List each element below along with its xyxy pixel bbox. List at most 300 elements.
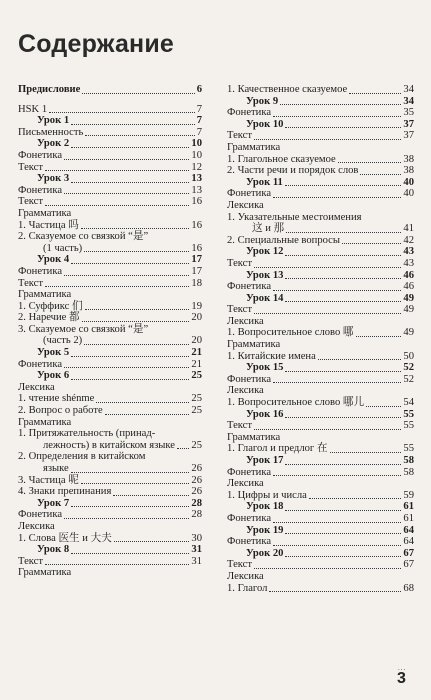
toc-entry-page: 18 [191, 277, 202, 289]
toc-entry-page: 13 [191, 184, 202, 196]
dot-leader [366, 406, 401, 407]
toc-entry-title: Урок 10 [246, 118, 284, 130]
dot-leader [356, 336, 402, 337]
toc-entry-title: (часть 2) [43, 335, 83, 347]
toc-entry-title: Урок 19 [246, 524, 284, 536]
toc-entry [227, 281, 414, 293]
toc-entry [227, 316, 414, 328]
toc-right-column [227, 84, 414, 594]
toc-entry-title: Лексика [18, 520, 55, 532]
toc-entry-title: Фонетика [227, 188, 272, 200]
dot-leader [342, 243, 401, 244]
toc-entry-title: Фонетика [227, 536, 272, 548]
toc-entry [227, 130, 414, 142]
toc-entry-page: 50 [403, 350, 414, 362]
toc-entry [227, 490, 414, 502]
toc-entry [227, 513, 414, 525]
dot-leader [96, 402, 189, 403]
toc-entry-title: языке [43, 463, 69, 474]
toc-entry-page: 40 [403, 188, 414, 200]
toc-entry-page: 49 [403, 327, 414, 339]
dot-leader [71, 147, 189, 148]
toc-entry-title: 1. Глагольное сказуемое [227, 153, 336, 165]
toc-entry-title: 1. Китайские имена [227, 350, 316, 362]
toc-entry [227, 571, 414, 583]
toc-entry-title: 1. Слова 医生 и 大夫 [18, 532, 112, 544]
dot-leader [45, 564, 189, 565]
toc-entry [18, 301, 202, 313]
dot-leader [64, 159, 189, 160]
toc-entry-title: 2. Определения в китайском [18, 451, 146, 463]
toc-entry [227, 154, 414, 166]
page-number-dots: ... [398, 664, 407, 672]
dot-leader [81, 483, 190, 484]
toc-entry-title: Лексика [227, 199, 264, 211]
toc-entry-page: 46 [403, 281, 414, 293]
toc-entry [227, 177, 414, 189]
toc-entry-page: 26 [191, 474, 202, 486]
toc-entry-page: 26 [191, 463, 202, 474]
toc-entry [18, 417, 202, 429]
toc-entry [227, 235, 414, 247]
toc-entry-page: 16 [191, 219, 202, 231]
toc-entry-title: Фонетика [18, 509, 63, 521]
toc-entry [18, 138, 202, 150]
dot-leader [71, 356, 189, 357]
toc-entry [227, 258, 414, 270]
dot-leader [82, 321, 190, 322]
toc-entry [227, 188, 414, 200]
toc-entry [18, 127, 202, 139]
toc-entry-page: 67 [403, 547, 414, 559]
dot-leader [64, 193, 189, 194]
toc-entry-title: 2. Наречие 都 [18, 312, 80, 324]
toc-entry [227, 501, 414, 513]
toc-entry-title: Урок 4 [37, 254, 70, 266]
dot-leader [84, 344, 189, 345]
dot-leader [330, 452, 402, 453]
toc-entry [227, 351, 414, 363]
toc-entry [227, 525, 414, 537]
toc-entry-page: 64 [403, 536, 414, 548]
toc-entry [227, 385, 414, 397]
toc-entry-page: 35 [403, 107, 414, 119]
toc-entry-page: 17 [191, 254, 202, 266]
toc-entry [227, 327, 414, 339]
toc-entry-page: 58 [403, 455, 414, 466]
toc-entry [227, 107, 414, 119]
dot-leader [71, 124, 195, 125]
toc-entry-title: (1 часть) [43, 242, 83, 254]
toc-entry [18, 463, 202, 475]
toc-entry [227, 200, 414, 212]
toc-entry-title: 1. Суффикс 们 [18, 300, 83, 312]
toc-entry-title: Текст [227, 559, 252, 571]
toc-entry-page: 52 [403, 373, 414, 385]
dot-leader [285, 417, 401, 418]
toc-entry [227, 536, 414, 548]
toc-entry [18, 312, 202, 324]
toc-entry-page: 61 [403, 501, 414, 513]
toc-entry-page: 52 [403, 362, 414, 374]
dot-leader [285, 533, 401, 534]
toc-entry [227, 246, 414, 258]
toc-entry-title: 1. Притяжательность (принад- [18, 428, 156, 440]
dot-leader [285, 301, 401, 302]
toc-entry-page: 20 [191, 312, 202, 324]
dot-leader [71, 263, 189, 264]
dot-leader [49, 112, 195, 113]
toc-entry-title: Лексика [227, 315, 264, 327]
toc-left-column [18, 84, 202, 579]
dot-leader [360, 174, 401, 175]
toc-entry-page: 58 [403, 466, 414, 478]
toc-entry-title: 4. Знаки препинания [18, 486, 112, 498]
toc-entry-page: 17 [191, 265, 202, 277]
toc-entry-page: 64 [403, 524, 414, 536]
page-title: Содержание [18, 30, 175, 58]
dot-leader [45, 286, 189, 287]
dot-leader [254, 313, 401, 314]
toc-entry-title: Урок 6 [37, 370, 70, 382]
toc-entry-page: 31 [191, 555, 202, 567]
toc-entry [18, 347, 202, 359]
toc-entry-title: Урок 11 [246, 176, 283, 188]
toc-entry-title: Грамматика [18, 207, 72, 219]
toc-entry-page: 10 [191, 149, 202, 161]
toc-entry-page: 12 [191, 161, 202, 173]
toc-entry-title: 1. Цифры и числа [227, 489, 307, 501]
toc-entry [18, 475, 202, 487]
dot-leader [285, 556, 401, 557]
dot-leader [71, 472, 190, 473]
toc-entry-page: 7 [196, 103, 202, 115]
toc-entry-title: Фонетика [227, 281, 272, 293]
toc-entry [18, 567, 202, 579]
toc-entry-title: Урок 17 [246, 455, 284, 466]
toc-entry-title: Фонетика [227, 466, 272, 478]
toc-entry-title: Текст [227, 420, 252, 432]
toc-entry [18, 498, 202, 510]
toc-entry [18, 104, 202, 116]
toc-entry [18, 208, 202, 220]
dot-leader [254, 568, 401, 569]
dot-leader [71, 182, 189, 183]
toc-entry-title: 1. Частица 吗 [18, 219, 79, 231]
dot-leader [71, 553, 189, 554]
toc-entry [18, 324, 202, 336]
toc-entry-title: Урок 18 [246, 501, 284, 513]
toc-entry [227, 212, 414, 224]
toc-entry-page: 37 [403, 130, 414, 142]
toc-entry-title: Текст [227, 304, 252, 316]
dot-leader [338, 162, 402, 163]
toc-entry-title: Грамматика [227, 339, 281, 351]
toc-entry-page: 49 [403, 292, 414, 304]
toc-entry-page: 7 [196, 126, 202, 138]
toc-entry [227, 420, 414, 432]
dot-leader [177, 448, 189, 449]
toc-entry [18, 254, 202, 266]
toc-entry [18, 521, 202, 533]
toc-entry-page: 34 [403, 95, 414, 107]
toc-entry [18, 428, 202, 440]
toc-entry-page: 41 [403, 223, 414, 235]
toc-entry [18, 486, 202, 498]
toc-entry [18, 556, 202, 568]
toc-entry-page: 31 [191, 544, 202, 556]
toc-entry-title: Урок 13 [246, 269, 284, 281]
dot-leader [273, 116, 401, 117]
toc-entry-title: Лексика [18, 381, 55, 393]
toc-entry-title: Урок 7 [37, 497, 70, 509]
toc-entry-title: Урок 3 [37, 173, 70, 185]
toc-entry-page: 21 [191, 347, 202, 359]
dot-leader [273, 545, 401, 546]
dot-leader [273, 382, 401, 383]
toc-entry [227, 467, 414, 479]
toc-entry-title: Лексика [227, 385, 264, 397]
toc-entry-title: Текст [18, 161, 43, 173]
dot-leader [273, 290, 401, 291]
dot-leader [349, 93, 401, 94]
dot-leader [71, 506, 189, 507]
toc-entry-page: 26 [191, 486, 202, 498]
toc-entry [18, 115, 202, 127]
toc-entry [18, 544, 202, 556]
toc-entry [18, 289, 202, 301]
toc-entry [18, 509, 202, 521]
toc-entry [227, 432, 414, 444]
toc-entry [227, 443, 414, 455]
toc-entry-title: 3. Сказуемое со связкой “是” [18, 323, 149, 335]
toc-entry-title: 2. Специальные вопросы [227, 234, 340, 246]
toc-entry [18, 278, 202, 290]
dot-leader [280, 104, 401, 105]
toc-entry-page: 10 [191, 138, 202, 150]
toc-entry-title: Урок 1 [37, 115, 70, 127]
toc-entry-title: 1. Качественное сказуемое [227, 84, 348, 95]
dot-leader [105, 414, 190, 415]
toc-entry [227, 583, 414, 595]
toc-entry-page: 34 [403, 84, 414, 95]
toc-entry-page: 38 [403, 165, 414, 177]
dot-leader [285, 127, 401, 128]
toc-entry-page: 59 [403, 489, 414, 501]
toc-entry-page: 43 [403, 246, 414, 258]
toc-entry-page: 68 [403, 582, 414, 594]
dot-leader [113, 495, 189, 496]
toc-entry-page: 16 [191, 196, 202, 208]
toc-entry [227, 339, 414, 351]
toc-entry-title: 2. Сказуемое со связкой “是” [18, 231, 149, 243]
dot-leader [285, 278, 401, 279]
toc-entry-page: 49 [403, 304, 414, 316]
toc-entry [227, 362, 414, 374]
dot-leader [84, 251, 189, 252]
dot-leader [64, 275, 189, 276]
dot-leader [85, 309, 190, 310]
toc-entry-title: Урок 8 [37, 544, 70, 556]
toc-entry-page: 25 [191, 393, 202, 405]
toc-entry-page: 46 [403, 269, 414, 281]
toc-entry [227, 374, 414, 386]
toc-entry-page: 42 [403, 234, 414, 246]
toc-entry [227, 548, 414, 560]
toc-entry-title: лежность) в китайском языке [43, 439, 175, 451]
toc-entry-title: 1. Глагол и предлог 在 [227, 443, 328, 455]
toc-entry-title: Урок 9 [246, 95, 279, 107]
toc-entry-page: 28 [191, 509, 202, 521]
dot-leader [85, 135, 194, 136]
toc-entry-title: Урок 12 [246, 246, 284, 258]
dot-leader [285, 371, 401, 372]
toc-entry-page: 13 [191, 173, 202, 185]
toc-entry [227, 270, 414, 282]
toc-entry-title: Письменность [18, 126, 84, 138]
toc-entry-page: 20 [191, 335, 202, 347]
toc-entry-title: Предисловие [18, 84, 81, 95]
dot-leader [254, 139, 401, 140]
dot-leader [285, 464, 401, 465]
dot-leader [309, 498, 402, 499]
toc-entry-page: 43 [403, 257, 414, 269]
toc-entry-title: 1. чтение shénme [18, 393, 95, 405]
toc-entry [18, 243, 202, 255]
toc-entry-title: Грамматика [18, 416, 72, 428]
toc-entry-title: Грамматика [18, 289, 72, 301]
toc-entry [18, 266, 202, 278]
toc-entry-page: 21 [191, 358, 202, 370]
toc-entry-title: Фонетика [227, 512, 272, 524]
toc-entry [18, 370, 202, 382]
dot-leader [45, 205, 189, 206]
toc-entry-title: 1. Глагол [227, 582, 268, 594]
toc-entry-page: 55 [403, 443, 414, 455]
toc-entry-page: 30 [191, 532, 202, 544]
dot-leader [269, 591, 401, 592]
dot-leader [285, 185, 402, 186]
toc-entry [227, 397, 414, 409]
toc-entry-page: 25 [191, 370, 202, 382]
toc-entry [18, 150, 202, 162]
toc-entry-page: 16 [191, 242, 202, 254]
dot-leader [285, 510, 401, 511]
toc-entry [18, 533, 202, 545]
toc-entry [227, 409, 414, 421]
toc-entry-title: Грамматика [227, 431, 281, 443]
toc-entry-title: 2. Вопрос о работе [18, 405, 103, 417]
toc-entry-title: Текст [18, 196, 43, 208]
toc-entry-title: Фонетика [18, 184, 63, 196]
toc-entry [18, 405, 202, 417]
toc-entry-title: Урок 5 [37, 347, 70, 359]
toc-entry-title: Урок 20 [246, 547, 284, 559]
toc-entry-title: 2. Части речи и порядок слов [227, 165, 359, 177]
toc-entry-title: Грамматика [227, 141, 281, 153]
toc-entry-title: 1. Указательные местоимения [227, 211, 362, 223]
dot-leader [64, 367, 189, 368]
toc-entry [227, 223, 414, 235]
toc-entry [18, 220, 202, 232]
toc-entry [227, 455, 414, 467]
toc-entry [18, 451, 202, 463]
toc-entry-title: Фонетика [18, 358, 63, 370]
toc-entry-title: Фонетика [227, 107, 272, 119]
toc-entry-page: 54 [403, 397, 414, 409]
toc-entry-title: Текст [18, 555, 43, 567]
toc-entry [227, 293, 414, 305]
toc-entry [18, 231, 202, 243]
toc-entry-page: 25 [191, 405, 202, 417]
dot-leader [273, 522, 401, 523]
toc-entry-page: 55 [403, 408, 414, 420]
page-number: 3 [397, 670, 406, 687]
toc-entry-title: HSK 1 [18, 103, 48, 115]
toc-entry [18, 162, 202, 174]
toc-entry [18, 393, 202, 405]
toc-entry-page: 61 [403, 512, 414, 524]
toc-entry [227, 84, 414, 96]
toc-entry-title: 3. Частица 呢 [18, 474, 79, 486]
toc-entry [18, 173, 202, 185]
toc-entry-page: 55 [403, 420, 414, 432]
dot-leader [273, 197, 401, 198]
toc-entry-page: 7 [196, 115, 202, 127]
toc-entry [227, 304, 414, 316]
toc-entry-title: 1. Вопросительное слово 哪 [227, 327, 354, 339]
toc-entry-page: 6 [196, 84, 202, 95]
toc-entry-title: Лексика [227, 478, 264, 490]
dot-leader [71, 379, 189, 380]
toc-entry [227, 165, 414, 177]
toc-entry [18, 84, 202, 96]
toc-entry-page: 40 [403, 176, 414, 188]
dot-leader [114, 541, 190, 542]
toc-entry-page: 37 [403, 118, 414, 130]
toc-entry-title: Текст [18, 277, 43, 289]
toc-entry-title: Урок 2 [37, 138, 70, 150]
toc-entry [18, 185, 202, 197]
toc-entry-title: Урок 16 [246, 408, 284, 420]
toc-entry [227, 559, 414, 571]
toc-entry [18, 335, 202, 347]
dot-leader [273, 475, 401, 476]
toc-entry-title: Текст [227, 130, 252, 142]
toc-entry-page: 38 [403, 153, 414, 165]
toc-entry-title: Текст [227, 257, 252, 269]
toc-entry [18, 440, 202, 452]
toc-entry [227, 478, 414, 490]
dot-leader [285, 255, 401, 256]
toc-entry [227, 142, 414, 154]
toc-entry-title: 这 и 那 [252, 223, 285, 235]
dot-leader [318, 359, 402, 360]
toc-entry [227, 96, 414, 108]
toc-entry-title: Грамматика [18, 567, 72, 579]
toc-entry-page: 25 [191, 439, 202, 451]
dot-leader [45, 170, 189, 171]
toc-entry-title: Урок 14 [246, 292, 284, 304]
toc-entry-page: 67 [403, 559, 414, 571]
toc-entry-title: Фонетика [227, 373, 272, 385]
dot-leader [254, 429, 401, 430]
toc-entry-title: Лексика [227, 570, 264, 582]
toc-entry [18, 382, 202, 394]
dot-leader [82, 93, 194, 94]
toc-entry [227, 119, 414, 131]
toc-entry-page: 19 [191, 300, 202, 312]
